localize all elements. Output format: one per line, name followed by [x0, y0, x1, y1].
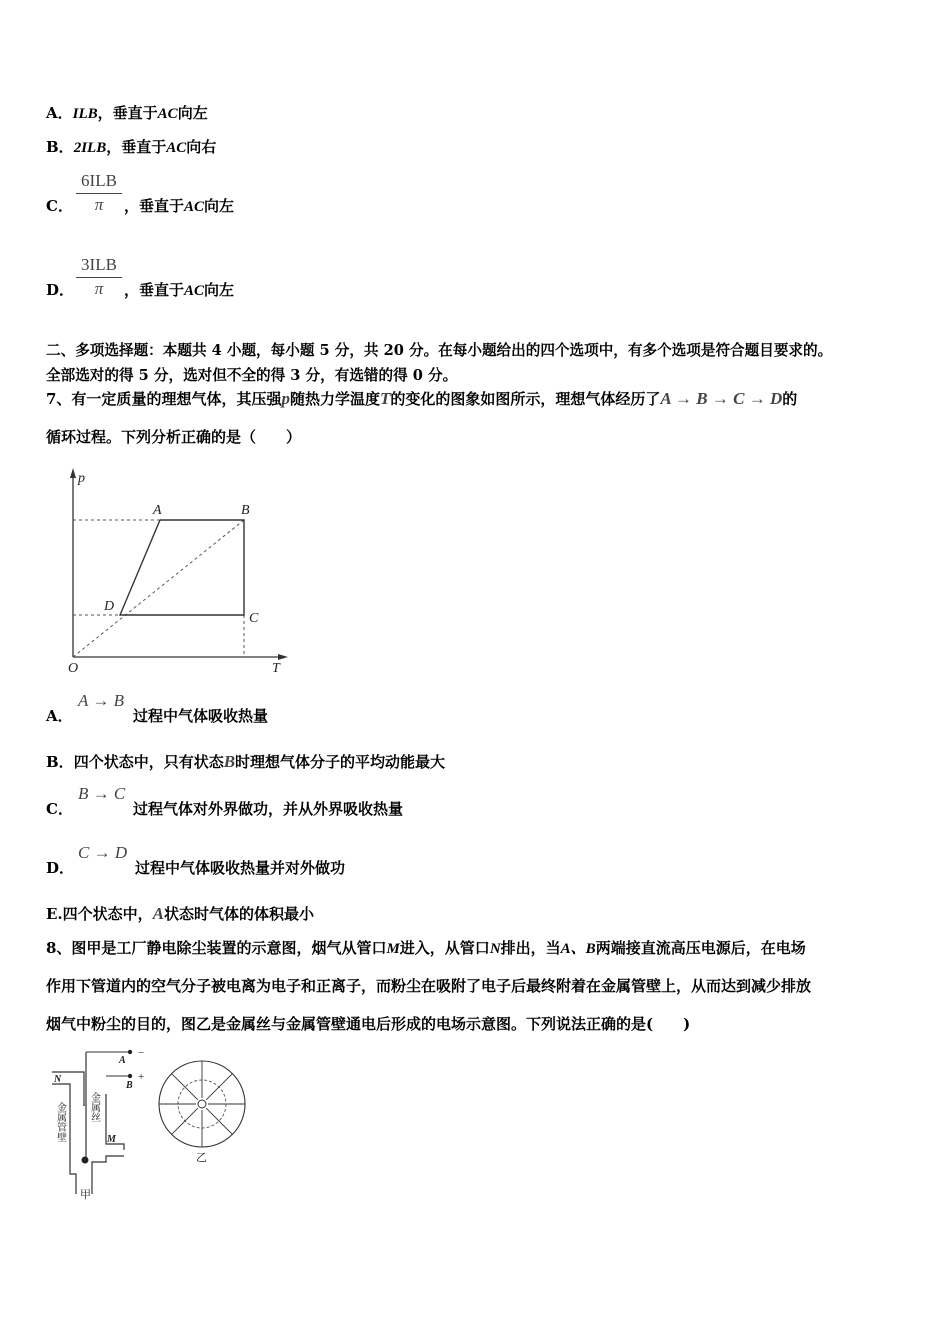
pipe-inlet	[92, 1156, 124, 1194]
section-heading-line1: 二、多项选择题：本题共 4 小题，每小题 5 分，共 20 分。在每小题给出的四个选项中，有多个选项是符合题目要求的。	[46, 342, 833, 359]
section-heading-line2: 全部选对的得 5 分，选对但不全的得 3 分，有选错的得 0 分。	[46, 367, 458, 384]
q8-stem-line1: 8、图甲是工厂静电除尘装置的示意图，烟气从管口M进入，从管口N排出，当A、B两端接直流高压电源后，在电场	[46, 939, 806, 957]
q6-option-c-fraction: 6ILB π	[76, 171, 122, 215]
q7-option-d-math: C → D	[78, 843, 128, 862]
q6-option-c-text: ，垂直于AC向左	[124, 197, 235, 215]
label-b: B	[126, 1080, 133, 1091]
x-axis-label: T	[272, 661, 280, 676]
q7-pt-graph	[60, 462, 300, 682]
q7-option-d-text: 过程中气体吸收热量并对外做功	[135, 859, 346, 877]
figure-jia-precipitator	[44, 1044, 164, 1204]
wire-weight	[82, 1157, 89, 1164]
q6-option-c-letter: C．	[46, 197, 73, 215]
terminal-b	[128, 1074, 132, 1078]
y-axis-label: p	[78, 471, 85, 486]
figure-yi-field	[155, 1060, 250, 1165]
q7-option-c-text: 过程气体对外界做功，并从外界吸收热量	[133, 800, 404, 818]
q7-option-c-math: B → C	[78, 784, 126, 803]
wire-cross-section	[198, 1100, 206, 1108]
q7-option-c-letter: C．	[46, 800, 73, 818]
q6-option-b: B．2ILB，垂直于AC向右	[46, 138, 217, 156]
q7-option-b: B．四个状态中，只有状态B时理想气体分子的平均动能最大	[46, 752, 446, 771]
q6-option-a: A．ILB，垂直于AC向左	[46, 104, 208, 122]
q6-option-d-text: ，垂直于AC向左	[124, 281, 235, 299]
q7-stem-line1: 7、有一定质量的理想气体，其压强p随热力学温度T的变化的图象如图所示，理想气体经历了A → B → C → D的	[46, 389, 798, 408]
label-m: M	[107, 1134, 116, 1145]
caption-jia: 甲	[80, 1189, 91, 1201]
label-minus: −	[138, 1047, 145, 1059]
cycle-path	[120, 520, 244, 615]
label-n: N	[54, 1074, 62, 1085]
label-metal-wire: 金属丝	[88, 1092, 100, 1122]
point-b-label: B	[241, 503, 250, 518]
dashed-diagonal	[73, 520, 244, 657]
point-d-label: D	[104, 599, 115, 614]
q8-stem-line2: 作用下管道内的空气分子被电离为电子和正离子，而粉尘在吸附了电子后最终附着在金属管壁上，从而达到减少排放	[46, 977, 812, 995]
q7-option-d-letter: D．	[46, 859, 75, 877]
label-plus: +	[138, 1071, 145, 1083]
q6-option-d-fraction: 3ILB π	[76, 255, 122, 299]
point-a-label: A	[153, 503, 162, 518]
q7-option-a-text: 过程中气体吸收热量	[133, 707, 269, 725]
q7-stem-line2: 循环过程。下列分析正确的是（ ）	[46, 428, 302, 446]
label-metal-wall: 金属管壁	[54, 1102, 66, 1142]
y-axis-arrow-icon	[70, 468, 76, 478]
label-a: A	[119, 1055, 126, 1066]
point-c-label: C	[249, 611, 259, 626]
x-axis-arrow-icon	[278, 654, 288, 660]
q7-option-a-letter: A．	[46, 707, 73, 725]
q7-option-e: E.四个状态中，A状态时气体的体积最小	[46, 904, 315, 923]
q6-option-d-letter: D．	[46, 281, 75, 299]
origin-label: O	[68, 661, 79, 676]
caption-yi: 乙	[196, 1152, 207, 1164]
terminal-a	[128, 1050, 132, 1054]
q8-stem-line3: 烟气中粉尘的目的，图乙是金属丝与金属管壁通电后形成的电场示意图。下列说法正确的是( )	[46, 1015, 691, 1033]
q7-option-a-math: A → B	[78, 691, 124, 710]
